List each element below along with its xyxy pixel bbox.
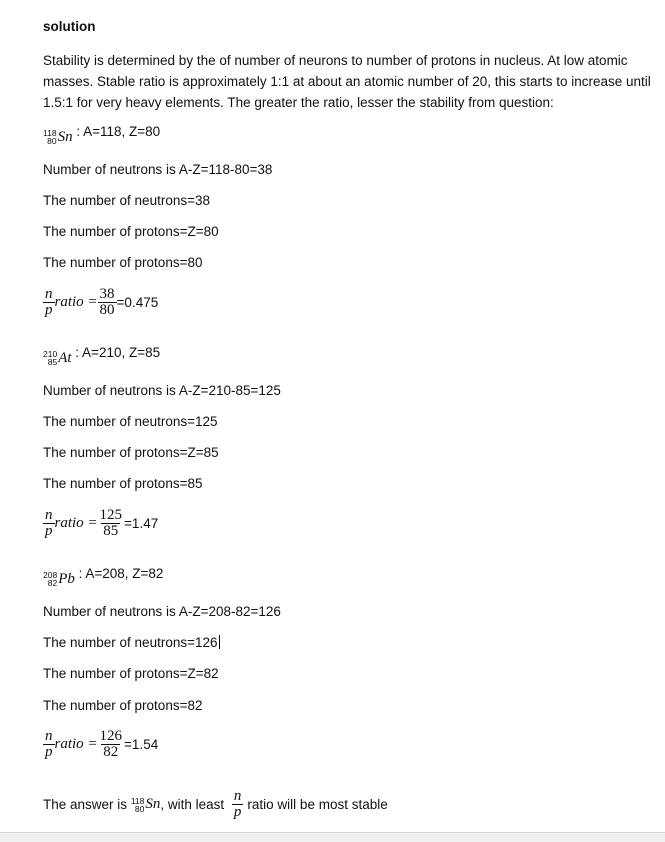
nuclide-header-sn [43,124,160,146]
ratio-result: =0.475 [116,295,159,310]
ratio-result: =1.47 [124,516,159,531]
atomic-number: 80 [47,136,57,146]
atomic-number: 82 [47,578,58,588]
mass-number: 118 [130,795,145,806]
nuclide-header-pb [43,566,163,588]
proton-count-line: The number of protons=85 [43,476,203,491]
answer-prefix: The answer is [43,797,128,812]
n-over-p-fraction: $\frac{n}{p}$ [45,286,53,318]
value-fraction: $\frac{126}{82}$ [99,728,123,760]
ratio-equation-sn [43,287,158,318]
neutron-count-text[interactable]: The number of neutrons=126 [43,635,218,650]
element-symbol: Sn [57,128,73,145]
n-over-p-fraction: $\frac{n}{p}$ [233,788,242,820]
nuclide-at [43,350,72,367]
mass-number: 210 [43,349,58,359]
element-symbol: At [58,349,72,366]
answer-nuclide [131,796,161,813]
n-over-p-fraction: $\frac{n}{p}$ [45,728,53,760]
ratio-label: ratio = [54,515,98,531]
nuclide-values: : A=210, Z=85 [75,345,161,360]
solution-heading: solution [43,19,96,34]
neutron-count-line: The number of neutrons=38 [43,193,210,208]
neutron-count-line: The number of neutrons=125 [43,414,218,429]
mass-number: 118 [43,128,57,138]
atomic-number: 85 [47,357,58,367]
value-fraction: $\frac{125}{85}$ [99,507,123,539]
ratio-result: =1.54 [124,737,159,752]
neutron-calc-line: Number of neutrons is A-Z=210-85=125 [43,383,281,398]
atomic-number: 80 [134,803,145,814]
n-over-p-fraction: $\frac{n}{p}$ [45,507,53,539]
proton-count-line: The number of protons=80 [43,255,203,270]
answer-middle: , with least [160,797,225,812]
ratio-equation-at [43,508,158,539]
ratio-label: ratio = [54,294,98,310]
answer-suffix: ratio will be most stable [247,797,388,812]
element-symbol: Sn [145,796,161,812]
text-cursor [219,635,220,649]
nuclide-header-at [43,345,160,367]
ratio-equation-pb [43,729,158,760]
value-fraction: $\frac{38}{80}$ [99,286,115,318]
intro-paragraph: Stability is determined by the of number of neurons to number of protons in nucleus. At low atomic masses. Stable ratio is approximately 1:1 at about an atomic number of 20, this starts to increase until 1.5:1 for very heavy elements. The greater the ratio, lesser the stability from question: [43,53,651,110]
mass-number: 208 [43,570,58,580]
nuclide-sn [43,129,73,146]
neutron-count-line[interactable] [43,635,220,650]
answer-line [43,789,388,820]
nuclide-values: : A=208, Z=82 [78,566,164,581]
proton-calc-line: The number of protons=Z=80 [43,224,219,239]
proton-calc-line: The number of protons=Z=82 [43,666,219,681]
proton-count-line: The number of protons=82 [43,698,203,713]
neutron-calc-line: Number of neutrons is A-Z=118-80=38 [43,162,273,177]
nuclide-pb [43,571,75,588]
proton-calc-line: The number of protons=Z=85 [43,445,219,460]
nuclide-values: : A=118, Z=80 [76,124,161,139]
neutron-calc-line: Number of neutrons is A-Z=208-82=126 [43,604,281,619]
element-symbol: Pb [58,570,75,587]
ratio-label: ratio = [54,736,98,752]
